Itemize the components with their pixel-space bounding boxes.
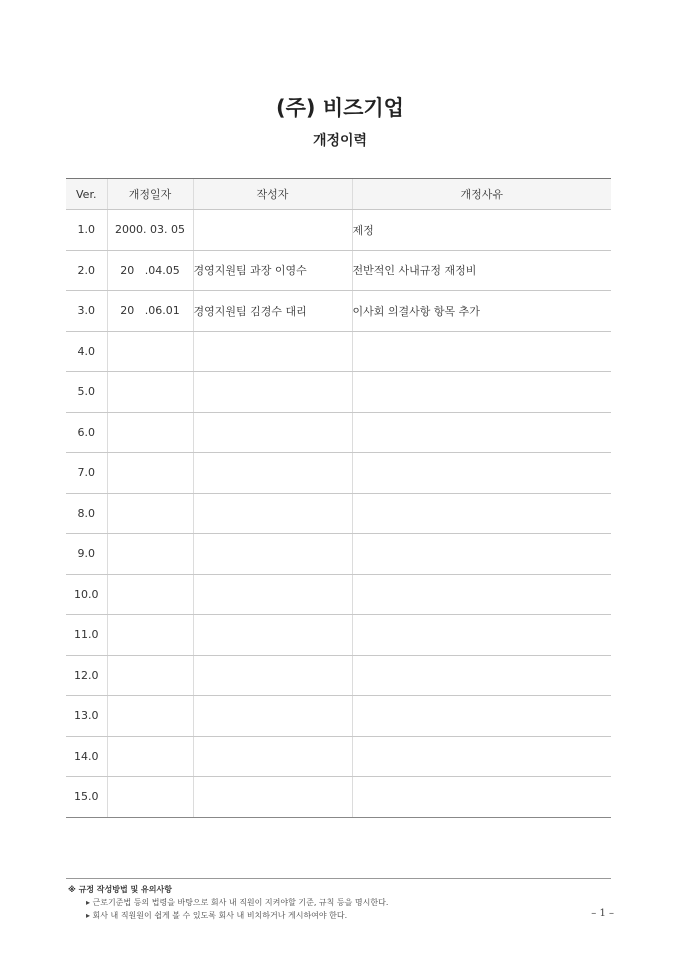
table-row xyxy=(66,210,611,251)
revision-history-table xyxy=(66,178,611,818)
column-header-version: Ver. xyxy=(66,179,107,210)
cell-date xyxy=(107,534,193,575)
cell-author: 경영지원팀 과장 이영수 xyxy=(193,250,352,291)
notes-section xyxy=(68,883,388,922)
table-row xyxy=(66,615,611,656)
cell-reason: 전반적인 사내규정 재정비 xyxy=(352,250,611,291)
cell-date xyxy=(107,493,193,534)
cell-author xyxy=(193,534,352,575)
cell-author xyxy=(193,372,352,413)
cell-author: 경영지원팀 김경수 대리 xyxy=(193,291,352,332)
cell-date xyxy=(107,574,193,615)
cell-author xyxy=(193,453,352,494)
cell-author xyxy=(193,210,352,251)
column-header-date: 개정일자 xyxy=(107,179,193,210)
table-header-row xyxy=(66,179,611,210)
table-row xyxy=(66,736,611,777)
table-row xyxy=(66,777,611,818)
cell-author xyxy=(193,736,352,777)
table-row xyxy=(66,291,611,332)
cell-reason xyxy=(352,696,611,737)
cell-version: 2.0 xyxy=(66,250,107,291)
table-row xyxy=(66,412,611,453)
cell-version: 6.0 xyxy=(66,412,107,453)
cell-reason xyxy=(352,574,611,615)
cell-author xyxy=(193,777,352,818)
cell-version: 14.0 xyxy=(66,736,107,777)
table-row xyxy=(66,696,611,737)
notes-divider xyxy=(66,878,611,879)
cell-author xyxy=(193,615,352,656)
cell-reason xyxy=(352,777,611,818)
cell-date xyxy=(107,777,193,818)
cell-reason xyxy=(352,412,611,453)
cell-version: 9.0 xyxy=(66,534,107,575)
notes-item: ▸ 회사 내 직원원이 쉽게 볼 수 있도록 회사 내 비치하거나 게시하여야 한다. xyxy=(86,911,348,920)
cell-version: 1.0 xyxy=(66,210,107,251)
cell-date: 20 .06.01 xyxy=(107,291,193,332)
notes-item: ▸ 근로기준법 등의 법령을 바탕으로 회사 내 직원이 지켜야할 기준, 규칙 등을 명시한다. xyxy=(86,898,389,907)
cell-reason xyxy=(352,655,611,696)
cell-version: 12.0 xyxy=(66,655,107,696)
cell-date xyxy=(107,331,193,372)
cell-author xyxy=(193,574,352,615)
cell-reason xyxy=(352,493,611,534)
cell-date xyxy=(107,412,193,453)
cell-date xyxy=(107,453,193,494)
table-row xyxy=(66,655,611,696)
cell-author xyxy=(193,655,352,696)
column-header-reason: 개정사유 xyxy=(352,179,611,210)
cell-author xyxy=(193,493,352,534)
cell-date xyxy=(107,372,193,413)
table-row xyxy=(66,534,611,575)
cell-reason xyxy=(352,453,611,494)
cell-version: 13.0 xyxy=(66,696,107,737)
cell-author xyxy=(193,412,352,453)
cell-reason xyxy=(352,736,611,777)
document-subtitle: 개정이력 xyxy=(312,133,368,149)
table-row xyxy=(66,574,611,615)
cell-reason xyxy=(352,534,611,575)
cell-reason xyxy=(352,615,611,656)
cell-date: 20 .04.05 xyxy=(107,250,193,291)
cell-version: 5.0 xyxy=(66,372,107,413)
cell-version: 8.0 xyxy=(66,493,107,534)
table-row xyxy=(66,453,611,494)
cell-version: 4.0 xyxy=(66,331,107,372)
cell-version: 3.0 xyxy=(66,291,107,332)
cell-author xyxy=(193,696,352,737)
table-row xyxy=(66,493,611,534)
cell-version: 7.0 xyxy=(66,453,107,494)
cell-reason: 이사회 의결사항 항목 추가 xyxy=(352,291,611,332)
notes-heading: ※ 규정 작성방법 및 유의사항 xyxy=(68,885,172,894)
cell-version: 11.0 xyxy=(66,615,107,656)
cell-date: 2000. 03. 05 xyxy=(107,210,193,251)
cell-date xyxy=(107,615,193,656)
column-header-author: 작성자 xyxy=(193,179,352,210)
table-row xyxy=(66,250,611,291)
cell-reason: 제정 xyxy=(352,210,611,251)
cell-reason xyxy=(352,372,611,413)
cell-date xyxy=(107,696,193,737)
table-row xyxy=(66,331,611,372)
cell-date xyxy=(107,736,193,777)
table-row xyxy=(66,372,611,413)
cell-reason xyxy=(352,331,611,372)
company-title: (주) 비즈기업 xyxy=(276,96,404,120)
cell-author xyxy=(193,331,352,372)
cell-version: 10.0 xyxy=(66,574,107,615)
cell-version: 15.0 xyxy=(66,777,107,818)
page-number: – 1 – xyxy=(591,908,614,919)
cell-date xyxy=(107,655,193,696)
